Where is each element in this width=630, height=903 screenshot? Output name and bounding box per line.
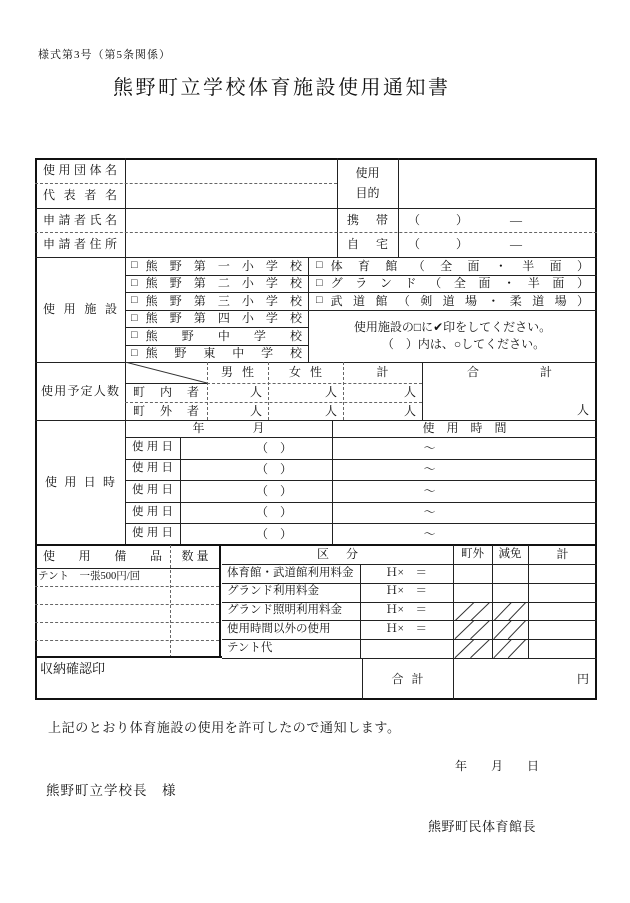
venue-name: グランド（全面・半面） [330,276,589,291]
fee-formula: Ｈ× ＝ [386,622,427,635]
label-mobile-phone: 携帯 [347,212,388,227]
header-equipment: 使用備品 [43,549,162,564]
time-range-tilde: ～ [423,505,436,520]
checkbox-icon: □ [131,294,138,307]
permission-notice: 上記のとおり体育施設の使用を許可したので通知します。 [48,720,401,735]
label-use-purpose: 使用 目的 [355,165,380,200]
fee-formula: Ｈ× ＝ [386,566,427,579]
divider [35,622,219,623]
form-number: 様式第3号（第5条関係） [38,49,171,61]
fee-formula: Ｈ× ＝ [386,585,427,598]
divider [125,459,597,460]
school-name: 熊野第二小学校 [145,276,302,291]
date-weekday-paren: （ ） [255,483,292,498]
label-use-facility: 使用施設 [43,302,117,317]
label-home-phone: 自宅 [347,237,388,252]
school-name: 熊野第四小学校 [145,311,302,326]
facility-note-line2: （ ）内は、○してください。 [381,337,546,352]
row-label-in-town: 町内者 [133,385,199,400]
venue-name: 武道館（剣道場・柔道場） [330,293,589,308]
addressee: 熊野町立学校長 様 [46,783,177,798]
time-range-tilde: ～ [423,440,436,455]
date-weekday-paren: （ ） [255,505,292,520]
header-quantity: 数量 [181,549,212,564]
unit-person: 人 [324,403,337,418]
slashed-cell [492,639,528,658]
page-title: 熊野町立学校体育施設使用通知書 [113,77,451,99]
time-range-tilde: ～ [423,462,436,477]
facility-note [308,310,597,363]
header-fee-category: 区分 [317,547,358,562]
divider [422,362,423,420]
divider [125,437,597,438]
divider [180,437,181,545]
equipment-row-tent: テント 一張500円/回 [38,570,141,582]
total-label: 合計 [391,671,432,686]
school-row [125,345,308,363]
venue-row [308,292,597,310]
venue-row [308,257,597,275]
school-row [125,327,308,345]
divider [222,639,597,640]
home-phone-value: （ ） ― [408,237,523,252]
label-applicant-name: 申請者氏名 [43,212,117,227]
school-name: 熊野東中学校 [145,346,302,361]
header-year-month: 年 月 [192,421,265,436]
time-range-tilde: ～ [423,526,436,541]
divider [219,545,221,658]
divider [170,545,171,658]
divider [125,275,597,276]
header-fee-waiver: 減免 [498,547,522,560]
divider [35,208,597,209]
divider [125,327,308,328]
diagonal-header-cell [125,362,207,383]
divider [360,564,361,658]
header-fee-subtotal: 計 [556,547,569,562]
checkbox-icon: □ [316,259,323,272]
fee-row-name: 体育館・武道館利用料金 [227,566,354,579]
signer: 熊野町民体育館長 [428,819,537,834]
header-use-time: 使用時間 [422,421,519,436]
divider [125,345,308,346]
date-weekday-paren: （ ） [255,440,292,455]
label-representative: 代表者名 [43,188,117,203]
divider [222,620,597,621]
divider [125,480,597,481]
divider [125,310,597,311]
divider [125,402,422,403]
school-row [125,275,308,293]
checkbox-icon: □ [316,276,323,289]
divider [35,604,219,605]
label-use-day: 使用日 [132,527,173,540]
date-line: 年 月 日 [455,759,540,773]
unit-person: 人 [324,385,337,400]
divider [125,523,597,524]
fee-row-name: グランド照明利用料金 [227,604,342,617]
slashed-cell [492,602,528,621]
slashed-cell [453,639,492,658]
fee-row-name: テント代 [227,641,273,654]
divider [125,292,597,293]
school-name: 熊野第一小学校 [145,258,302,273]
fee-row-name: 使用時間以外の使用 [227,622,331,635]
checkbox-icon: □ [131,276,138,289]
divider [268,362,269,420]
slashed-cell [492,620,528,639]
school-name: 熊野中学校 [145,328,302,343]
label-use-day: 使用日 [132,440,173,453]
unit-person: 人 [403,403,416,418]
checkbox-icon: □ [131,311,138,324]
header-grand-total: 合計 [467,365,552,380]
date-weekday-paren: （ ） [255,526,292,541]
school-row [125,292,308,310]
divider [343,362,344,420]
header-subtotal: 計 [376,365,389,380]
label-use-day: 使用日 [132,484,173,497]
venue-row [308,275,597,293]
fee-formula: Ｈ× ＝ [386,604,427,617]
divider [222,564,597,565]
divider [35,640,219,641]
school-row [125,310,308,328]
grand-total-unit-person: 人 [576,402,589,417]
divider [453,658,454,700]
label-use-datetime: 使用日時 [45,475,115,490]
checkbox-icon: □ [131,329,138,342]
checkbox-icon: □ [131,346,138,359]
date-weekday-paren: （ ） [255,462,292,477]
total-amount-yen: 円 [576,671,589,686]
mobile-phone-value: （ ） ― [408,212,523,227]
time-range-tilde: ～ [423,483,436,498]
label-applicant-address: 申請者住所 [43,237,117,252]
checkbox-icon: □ [316,294,323,307]
school-name: 熊野第三小学校 [145,293,302,308]
checkbox-icon: □ [131,259,138,272]
divider [35,568,219,569]
main-form-table [35,158,597,700]
row-label-out-of-town: 町外者 [133,403,199,418]
divider [332,420,333,545]
slashed-cell [453,602,492,621]
divider [125,383,207,384]
header-out-of-town: 町外 [461,547,484,560]
divider [35,183,337,184]
divider [207,362,208,420]
divider [222,583,597,584]
slashed-cell [453,620,492,639]
divider [362,658,363,700]
unit-person: 人 [249,403,262,418]
label-expected-people: 使用予定人数 [41,383,119,398]
fee-row-name: グランド利用料金 [227,585,319,598]
header-male: 男性 [220,365,263,380]
divider [35,232,597,233]
header-female: 女性 [288,365,331,380]
receipt-stamp-label: 収納確認印 [40,661,106,676]
unit-person: 人 [403,385,416,400]
divider [222,602,597,603]
label-group-name: 使用団体名 [43,163,117,178]
divider [125,502,597,503]
divider [35,586,219,587]
divider [207,383,422,384]
facility-note-line1: 使用施設の□に✔印をしてください。 [353,319,552,334]
label-use-day: 使用日 [132,462,173,475]
unit-person: 人 [249,385,262,400]
school-row [125,257,308,275]
venue-name: 体育館（全面・半面） [330,258,589,273]
label-use-day: 使用日 [132,505,173,518]
